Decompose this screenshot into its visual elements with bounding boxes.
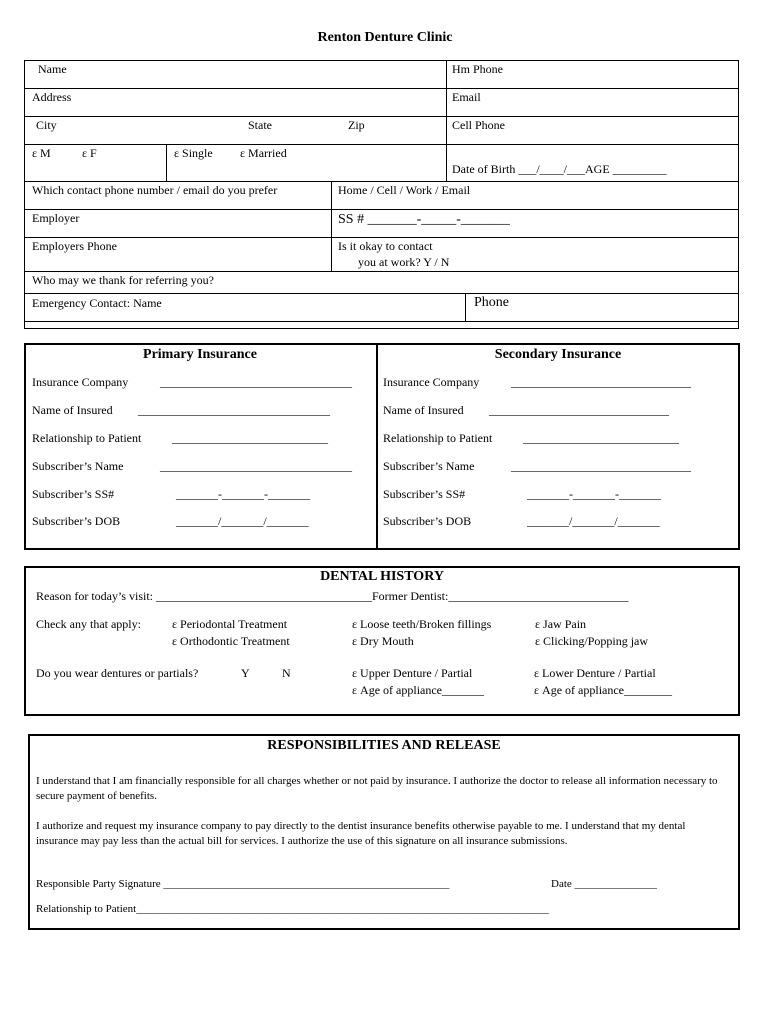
divider	[24, 271, 739, 272]
single-checkbox[interactable]: ε Single	[174, 146, 213, 160]
divider	[24, 88, 739, 89]
dentures-question: Do you wear dentures or partials?	[36, 666, 199, 680]
divider	[24, 321, 739, 322]
secondary-subscriber-dob-input[interactable]: _______/_______/_______	[527, 514, 660, 528]
primary-insurance-company-input[interactable]: ________________________________	[160, 375, 352, 389]
city-field[interactable]: City	[36, 118, 57, 132]
contact-at-work-label: Is it okay to contact	[338, 239, 433, 253]
contact-preference-label: Which contact phone number / email do you prefer	[32, 183, 278, 197]
referral-field[interactable]: Who may we thank for referring you?	[32, 273, 214, 287]
jaw-pain-checkbox[interactable]: ε Jaw Pain	[535, 617, 587, 631]
age-of-appliance-upper[interactable]: ε Age of appliance_______	[352, 683, 484, 697]
primary-subscriber-name-input[interactable]: ________________________________	[160, 459, 352, 473]
date-field[interactable]: Date _______________	[551, 878, 658, 890]
primary-relationship-input[interactable]: __________________________	[172, 431, 328, 445]
divider	[24, 116, 739, 117]
page-title: Renton Denture Clinic	[317, 30, 453, 45]
secondary-subscriber-name-label: Subscriber’s Name	[383, 459, 475, 473]
email-field[interactable]: Email	[452, 90, 481, 104]
secondary-subscriber-dob-label: Subscriber’s DOB	[383, 514, 472, 528]
clicking-jaw-checkbox[interactable]: ε Clicking/Popping jaw	[535, 634, 649, 648]
dry-mouth-checkbox[interactable]: ε Dry Mouth	[352, 634, 414, 648]
emergency-contact-name-field[interactable]: Emergency Contact: Name	[32, 296, 162, 310]
divider	[24, 209, 739, 210]
primary-subscriber-ss-input[interactable]: _______-_______-_______	[176, 487, 310, 501]
secondary-insurance-title: Secondary Insurance	[494, 347, 622, 362]
primary-name-of-insured-input[interactable]: ________________________________	[138, 403, 330, 417]
secondary-insurance-company-label: Insurance Company	[383, 375, 480, 389]
emergency-contact-phone-field[interactable]: Phone	[474, 295, 509, 310]
secondary-subscriber-ss-label: Subscriber’s SS#	[383, 487, 466, 501]
employer-field[interactable]: Employer	[32, 211, 80, 225]
secondary-insurance-company-input[interactable]: ______________________________	[511, 375, 691, 389]
divider	[24, 144, 739, 145]
release-title: RESPONSIBILITIES AND RELEASE	[267, 738, 501, 753]
primary-relationship-label: Relationship to Patient	[32, 431, 142, 445]
check-any-label: Check any that apply:	[36, 617, 141, 631]
dob-age-field[interactable]: Date of Birth ___/____/___AGE _________	[452, 162, 667, 176]
divider	[24, 293, 739, 294]
secondary-relationship-input[interactable]: __________________________	[523, 431, 679, 445]
relationship-to-patient-field[interactable]: Relationship to Patient___________________________________________________________________________	[36, 903, 549, 915]
secondary-relationship-label: Relationship to Patient	[383, 431, 493, 445]
orthodontic-checkbox[interactable]: ε Orthodontic Treatment	[172, 634, 290, 648]
insurance-divider	[376, 343, 378, 550]
female-checkbox[interactable]: ε F	[82, 146, 97, 160]
divider	[166, 144, 167, 181]
male-checkbox[interactable]: ε M	[32, 146, 51, 160]
married-checkbox[interactable]: ε Married	[240, 146, 287, 160]
dentures-yes[interactable]: Y	[241, 666, 250, 680]
zip-field[interactable]: Zip	[348, 118, 365, 132]
upper-denture-checkbox[interactable]: ε Upper Denture / Partial	[352, 666, 473, 680]
divider	[24, 237, 739, 238]
primary-insurance-company-label: Insurance Company	[32, 375, 129, 389]
signature-field[interactable]: Responsible Party Signature ____________________________________________________	[36, 878, 450, 890]
secondary-name-of-insured-label: Name of Insured	[383, 403, 464, 417]
divider	[446, 60, 447, 181]
primary-name-of-insured-label: Name of Insured	[32, 403, 113, 417]
loose-teeth-checkbox[interactable]: ε Loose teeth/Broken fillings	[352, 617, 492, 631]
reason-former-dentist-field[interactable]: Reason for today’s visit: ____________________________________Former Dentist:______________________________	[36, 589, 629, 603]
periodontal-checkbox[interactable]: ε Periodontal Treatment	[172, 617, 288, 631]
contact-preference-options[interactable]: Home / Cell / Work / Email	[338, 183, 471, 197]
contact-at-work-choice[interactable]: you at work? Y / N	[358, 255, 450, 269]
dental-history-title: DENTAL HISTORY	[320, 569, 444, 584]
lower-denture-checkbox[interactable]: ε Lower Denture / Partial	[534, 666, 656, 680]
age-of-appliance-lower[interactable]: ε Age of appliance________	[534, 683, 672, 697]
employers-phone-field[interactable]: Employers Phone	[32, 239, 117, 253]
divider	[331, 181, 332, 271]
release-paragraph-1: I understand that I am financially responsible for all charges whether or not paid by insurance. I authorize the doctor to release all information necessary to secure payment of benefits.	[36, 775, 718, 802]
release-paragraph-2: I authorize and request my insurance company to pay directly to the dentist insurance benefits otherwise payable to me. I understand that my dental insurance may pay less than the actual bill for services. I authorize the use of this signature on all insurance submissions.	[36, 820, 686, 847]
primary-subscriber-dob-input[interactable]: _______/_______/_______	[176, 514, 309, 528]
divider	[465, 293, 466, 321]
secondary-subscriber-ss-input[interactable]: _______-_______-_______	[527, 487, 661, 501]
ss-field[interactable]: SS # _______-_____-_______	[338, 212, 510, 227]
address-field[interactable]: Address	[32, 90, 72, 104]
divider	[24, 181, 739, 182]
primary-insurance-title: Primary Insurance	[143, 347, 257, 362]
hm-phone-field[interactable]: Hm Phone	[452, 62, 503, 76]
primary-subscriber-ss-label: Subscriber’s SS#	[32, 487, 115, 501]
name-field[interactable]: Name	[38, 62, 67, 76]
primary-subscriber-name-label: Subscriber’s Name	[32, 459, 124, 473]
cell-phone-field[interactable]: Cell Phone	[452, 118, 505, 132]
dentures-no[interactable]: N	[282, 666, 291, 680]
secondary-name-of-insured-input[interactable]: ______________________________	[489, 403, 669, 417]
state-field[interactable]: State	[248, 118, 272, 132]
secondary-subscriber-name-input[interactable]: ______________________________	[511, 459, 691, 473]
primary-subscriber-dob-label: Subscriber’s DOB	[32, 514, 121, 528]
